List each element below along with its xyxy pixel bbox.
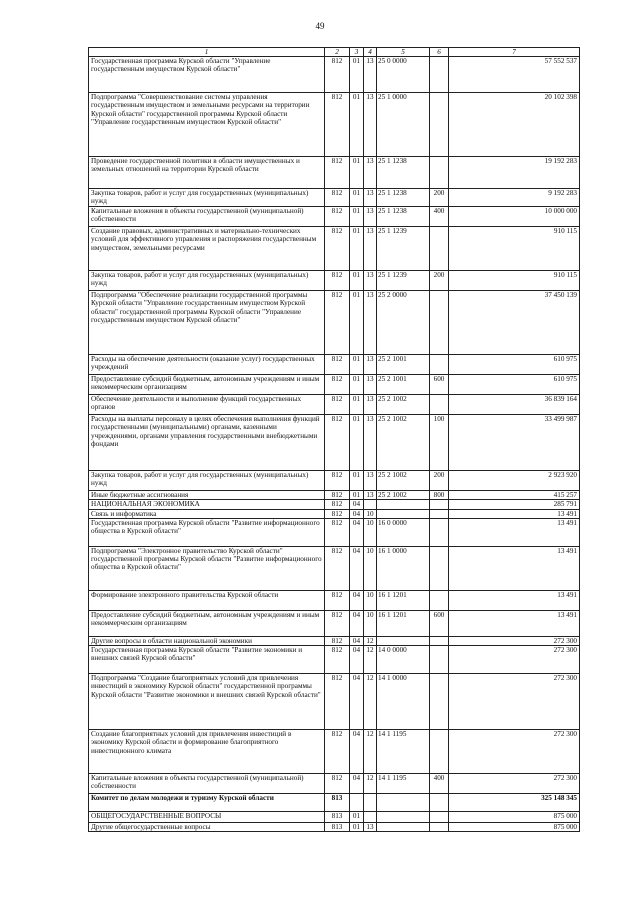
subsection-code-cell: 10 [364, 518, 377, 546]
ministry-code-cell: 812 [325, 271, 350, 291]
target-article-cell [377, 823, 430, 832]
target-article-cell [377, 509, 430, 518]
table-row [89, 610, 580, 636]
table-row [89, 794, 580, 812]
amount-cell: 415 257 [449, 491, 580, 500]
item-name-cell: Государственная программа Курской области "Развитие экономики и внешних связей Курской области" [89, 646, 325, 674]
ministry-code-cell: 812 [325, 157, 350, 189]
subsection-code-cell: 13 [364, 471, 377, 491]
page-number: 49 [315, 21, 325, 31]
subsection-code-cell: 10 [364, 610, 377, 636]
amount-cell: 13 491 [449, 590, 580, 610]
subsection-code-cell: 13 [364, 57, 377, 93]
expense-type-cell [430, 794, 449, 812]
section-code-cell: 01 [350, 823, 364, 832]
target-article-cell: 14 1 0000 [377, 674, 430, 730]
section-code-cell: 01 [350, 57, 364, 93]
amount-cell: 910 115 [449, 271, 580, 291]
expense-type-cell [430, 636, 449, 645]
item-name-cell: Закупка товаров, работ и услуг для государственных (муниципальных) нужд [89, 471, 325, 491]
section-code-cell: 01 [350, 291, 364, 355]
ministry-code-cell: 812 [325, 730, 350, 774]
item-name-cell: Закупка товаров, работ и услуг для государственных (муниципальных) нужд [89, 271, 325, 291]
ministry-code-cell: 812 [325, 93, 350, 157]
table-row [89, 93, 580, 157]
table-row [89, 636, 580, 645]
subsection-code-cell: 13 [364, 415, 377, 471]
header-col-7: 7 [449, 48, 580, 57]
section-code-cell: 04 [350, 500, 364, 509]
target-article-cell: 25 2 1002 [377, 491, 430, 500]
amount-cell: 13 491 [449, 546, 580, 590]
expense-type-cell: 100 [430, 415, 449, 471]
expense-type-cell: 200 [430, 189, 449, 207]
section-code-cell: 04 [350, 518, 364, 546]
ministry-code-cell: 812 [325, 227, 350, 271]
table-row [89, 207, 580, 227]
ministry-code-cell: 812 [325, 500, 350, 509]
expense-type-cell [430, 646, 449, 674]
target-article-cell: 25 2 1002 [377, 395, 430, 415]
header-col-1: 1 [89, 48, 325, 57]
amount-cell: 20 102 398 [449, 93, 580, 157]
item-name-cell: Закупка товаров, работ и услуг для государственных (муниципальных) нужд [89, 189, 325, 207]
header-row [89, 48, 580, 57]
target-article-cell: 25 2 0000 [377, 291, 430, 355]
amount-cell: 13 491 [449, 509, 580, 518]
expense-type-cell [430, 674, 449, 730]
target-article-cell: 25 2 1001 [377, 355, 430, 375]
item-name-cell: Связь и информатика [89, 509, 325, 518]
amount-cell: 910 115 [449, 227, 580, 271]
item-name-cell: Создание благоприятных условий для привлечения инвестиций в экономику Курской области и формирование благоприятного инвестиционного климата [89, 730, 325, 774]
target-article-cell: 25 0 0000 [377, 57, 430, 93]
amount-cell: 2 923 920 [449, 471, 580, 491]
item-name-cell: Расходы на выплаты персоналу в целях обеспечения выполнения функций государственными (муниципальными) органами, казенными учреждениями, органами управления государственными внебюджетными фондами [89, 415, 325, 471]
ministry-code-cell: 812 [325, 674, 350, 730]
item-name-cell: Проведение государственной политики в области имущественных и земельных отношений на территории Курской области [89, 157, 325, 189]
subsection-code-cell: 13 [364, 157, 377, 189]
amount-cell: 272 300 [449, 636, 580, 645]
subsection-code-cell: 10 [364, 509, 377, 518]
expense-type-cell [430, 730, 449, 774]
subsection-code-cell: 13 [364, 227, 377, 271]
target-article-cell [377, 794, 430, 812]
header-col-3: 3 [350, 48, 364, 57]
target-article-cell: 25 2 1002 [377, 471, 430, 491]
table-row [89, 674, 580, 730]
amount-cell: 13 491 [449, 610, 580, 636]
subsection-code-cell [364, 794, 377, 812]
item-name-cell: Формирование электронного правительства Курской области [89, 590, 325, 610]
ministry-code-cell: 812 [325, 207, 350, 227]
item-name-cell: Создание правовых, административных и материально-технических условий для эффективного управления и распоряжения государственным имуществом, земельными ресурсами [89, 227, 325, 271]
amount-cell: 610 975 [449, 375, 580, 395]
amount-cell: 57 552 537 [449, 57, 580, 93]
item-name-cell: Комитет по делам молодежи и туризму Курской области [89, 794, 325, 812]
subsection-code-cell: 12 [364, 774, 377, 794]
ministry-code-cell: 812 [325, 518, 350, 546]
expense-type-cell [430, 823, 449, 832]
table-row [89, 415, 580, 471]
subsection-code-cell: 12 [364, 730, 377, 774]
expense-type-cell [430, 227, 449, 271]
amount-cell: 285 791 [449, 500, 580, 509]
target-article-cell: 25 1 1238 [377, 189, 430, 207]
subsection-code-cell: 13 [364, 395, 377, 415]
item-name-cell: НАЦИОНАЛЬНАЯ ЭКОНОМИКА [89, 500, 325, 509]
expense-type-cell [430, 355, 449, 375]
item-name-cell: Государственная программа Курской области "Развитие информационного общества в Курской области" [89, 518, 325, 546]
header-col-4: 4 [364, 48, 377, 57]
subsection-code-cell: 13 [364, 93, 377, 157]
subsection-code-cell [364, 500, 377, 509]
expense-type-cell [430, 518, 449, 546]
section-code-cell: 04 [350, 674, 364, 730]
ministry-code-cell: 812 [325, 610, 350, 636]
section-code-cell: 04 [350, 546, 364, 590]
table-row [89, 291, 580, 355]
target-article-cell: 25 2 1001 [377, 375, 430, 395]
table-row [89, 375, 580, 395]
subsection-code-cell: 13 [364, 189, 377, 207]
item-name-cell: Подпрограмма "Обеспечение реализации государственной программы Курской области "Управление государственным имуществом Курской области" государственной программы Курской области "Управление государственным имуществом Курской области" [89, 291, 325, 355]
ministry-code-cell: 812 [325, 546, 350, 590]
ministry-code-cell: 812 [325, 57, 350, 93]
section-code-cell: 01 [350, 271, 364, 291]
ministry-code-cell: 812 [325, 636, 350, 645]
item-name-cell: Предоставление субсидий бюджетным, автономным учреждениям и иным некоммерческим организациям [89, 375, 325, 395]
amount-cell: 272 300 [449, 730, 580, 774]
header-col-2: 2 [325, 48, 350, 57]
ministry-code-cell: 812 [325, 774, 350, 794]
table-row [89, 189, 580, 207]
item-name-cell: Другие общегосударственные вопросы [89, 823, 325, 832]
table-row [89, 355, 580, 375]
amount-cell: 33 499 987 [449, 415, 580, 471]
subsection-code-cell: 13 [364, 491, 377, 500]
section-code-cell: 01 [350, 395, 364, 415]
section-code-cell: 01 [350, 415, 364, 471]
item-name-cell: Иные бюджетные ассигнования [89, 491, 325, 500]
table-row [89, 812, 580, 823]
target-article-cell: 16 1 0000 [377, 546, 430, 590]
ministry-code-cell: 812 [325, 395, 350, 415]
section-code-cell: 01 [350, 207, 364, 227]
amount-cell: 272 300 [449, 674, 580, 730]
subsection-code-cell: 12 [364, 674, 377, 730]
expense-type-cell: 400 [430, 207, 449, 227]
table-row [89, 646, 580, 674]
expense-type-cell [430, 291, 449, 355]
subsection-code-cell: 13 [364, 375, 377, 395]
target-article-cell: 14 1 1195 [377, 730, 430, 774]
table-row [89, 57, 580, 93]
expense-type-cell [430, 812, 449, 823]
target-article-cell: 16 1 1201 [377, 610, 430, 636]
expense-type-cell: 600 [430, 610, 449, 636]
ministry-code-cell: 812 [325, 491, 350, 500]
header-col-5: 5 [377, 48, 430, 57]
amount-cell: 610 975 [449, 355, 580, 375]
ministry-code-cell: 812 [325, 355, 350, 375]
target-article-cell: 14 0 0000 [377, 646, 430, 674]
section-code-cell: 01 [350, 93, 364, 157]
section-code-cell: 01 [350, 471, 364, 491]
section-code-cell: 01 [350, 189, 364, 207]
expense-type-cell [430, 157, 449, 189]
expense-type-cell [430, 93, 449, 157]
table-row [89, 227, 580, 271]
table-row [89, 823, 580, 832]
section-code-cell: 04 [350, 590, 364, 610]
ministry-code-cell: 813 [325, 823, 350, 832]
expense-type-cell [430, 590, 449, 610]
section-code-cell: 01 [350, 812, 364, 823]
table-row [89, 518, 580, 546]
amount-cell: 875 000 [449, 823, 580, 832]
amount-cell: 325 148 345 [449, 794, 580, 812]
item-name-cell: Капитальные вложения в объекты государственной (муниципальной) собственности [89, 207, 325, 227]
section-code-cell: 01 [350, 375, 364, 395]
expense-type-cell [430, 57, 449, 93]
section-code-cell: 04 [350, 730, 364, 774]
expense-type-cell [430, 509, 449, 518]
table-row [89, 395, 580, 415]
table-row [89, 491, 580, 500]
section-code-cell [350, 794, 364, 812]
expense-type-cell [430, 395, 449, 415]
table-row [89, 774, 580, 794]
expense-type-cell: 400 [430, 774, 449, 794]
ministry-code-cell: 812 [325, 590, 350, 610]
target-article-cell: 14 1 1195 [377, 774, 430, 794]
section-code-cell: 04 [350, 509, 364, 518]
ministry-code-cell: 812 [325, 509, 350, 518]
subsection-code-cell: 13 [364, 355, 377, 375]
ministry-code-cell: 812 [325, 415, 350, 471]
ministry-code-cell: 813 [325, 794, 350, 812]
target-article-cell: 25 1 1238 [377, 207, 430, 227]
table-row [89, 271, 580, 291]
amount-cell: 272 300 [449, 774, 580, 794]
amount-cell: 272 300 [449, 646, 580, 674]
ministry-code-cell: 812 [325, 646, 350, 674]
subsection-code-cell: 13 [364, 207, 377, 227]
subsection-code-cell: 13 [364, 291, 377, 355]
item-name-cell: Другие вопросы в области национальной экономики [89, 636, 325, 645]
target-article-cell [377, 812, 430, 823]
amount-cell: 10 000 000 [449, 207, 580, 227]
section-code-cell: 04 [350, 646, 364, 674]
subsection-code-cell: 13 [364, 823, 377, 832]
item-name-cell: Подпрограмма "Создание благоприятных условий для привлечения инвестиций в экономику Курской области" государственной программы Курской области "Развитие экономики и внешних связей Курской области" [89, 674, 325, 730]
amount-cell: 13 491 [449, 518, 580, 546]
section-code-cell: 01 [350, 355, 364, 375]
target-article-cell [377, 636, 430, 645]
target-article-cell: 25 1 0000 [377, 93, 430, 157]
ministry-code-cell: 812 [325, 291, 350, 355]
target-article-cell: 16 1 1201 [377, 590, 430, 610]
table-row [89, 157, 580, 189]
target-article-cell [377, 500, 430, 509]
expense-type-cell: 600 [430, 375, 449, 395]
item-name-cell: ОБЩЕГОСУДАРСТВЕННЫЕ ВОПРОСЫ [89, 812, 325, 823]
amount-cell: 19 192 283 [449, 157, 580, 189]
section-code-cell: 01 [350, 157, 364, 189]
ministry-code-cell: 813 [325, 812, 350, 823]
section-code-cell: 04 [350, 636, 364, 645]
subsection-code-cell: 13 [364, 271, 377, 291]
ministry-code-cell: 812 [325, 471, 350, 491]
section-code-cell: 04 [350, 610, 364, 636]
header-col-6: 6 [430, 48, 449, 57]
section-code-cell: 01 [350, 227, 364, 271]
target-article-cell: 25 1 1238 [377, 157, 430, 189]
table-row [89, 546, 580, 590]
section-code-cell: 04 [350, 774, 364, 794]
target-article-cell: 25 1 1239 [377, 227, 430, 271]
subsection-code-cell: 12 [364, 636, 377, 645]
subsection-code-cell [364, 812, 377, 823]
table-row [89, 471, 580, 491]
table-row [89, 509, 580, 518]
amount-cell: 875 000 [449, 812, 580, 823]
item-name-cell: Расходы на обеспечение деятельности (оказание услуг) государственных учреждений [89, 355, 325, 375]
section-code-cell: 01 [350, 491, 364, 500]
budget-table [88, 47, 580, 832]
target-article-cell: 25 2 1002 [377, 415, 430, 471]
amount-cell: 9 192 283 [449, 189, 580, 207]
amount-cell: 36 839 164 [449, 395, 580, 415]
amount-cell: 37 450 139 [449, 291, 580, 355]
item-name-cell: Предоставление субсидий бюджетным, автономным учреждениям и иным некоммерческим организациям [89, 610, 325, 636]
expense-type-cell: 200 [430, 471, 449, 491]
table-row [89, 500, 580, 509]
expense-type-cell: 800 [430, 491, 449, 500]
target-article-cell: 25 1 1239 [377, 271, 430, 291]
subsection-code-cell: 12 [364, 646, 377, 674]
target-article-cell: 16 0 0000 [377, 518, 430, 546]
table-row [89, 730, 580, 774]
subsection-code-cell: 10 [364, 546, 377, 590]
expense-type-cell: 200 [430, 271, 449, 291]
item-name-cell: Подпрограмма "Электронное правительство Курской области" государственной программы Курской области "Развитие информационного общества в Курской области" [89, 546, 325, 590]
table-row [89, 590, 580, 610]
item-name-cell: Капитальные вложения в объекты государственной (муниципальной) собственности [89, 774, 325, 794]
subsection-code-cell: 10 [364, 590, 377, 610]
item-name-cell: Государственная программа Курской области "Управление государственным имуществом Курской области" [89, 57, 325, 93]
ministry-code-cell: 812 [325, 189, 350, 207]
expense-type-cell [430, 500, 449, 509]
ministry-code-cell: 812 [325, 375, 350, 395]
expense-type-cell [430, 546, 449, 590]
item-name-cell: Подпрограмма "Совершенствование системы управления государственным имуществом и земельными ресурсами на территории Курской области" государственной программы Курской области "Управление государственным имуществом Курской области" [89, 93, 325, 157]
item-name-cell: Обеспечение деятельности и выполнение функций государственных органов [89, 395, 325, 415]
